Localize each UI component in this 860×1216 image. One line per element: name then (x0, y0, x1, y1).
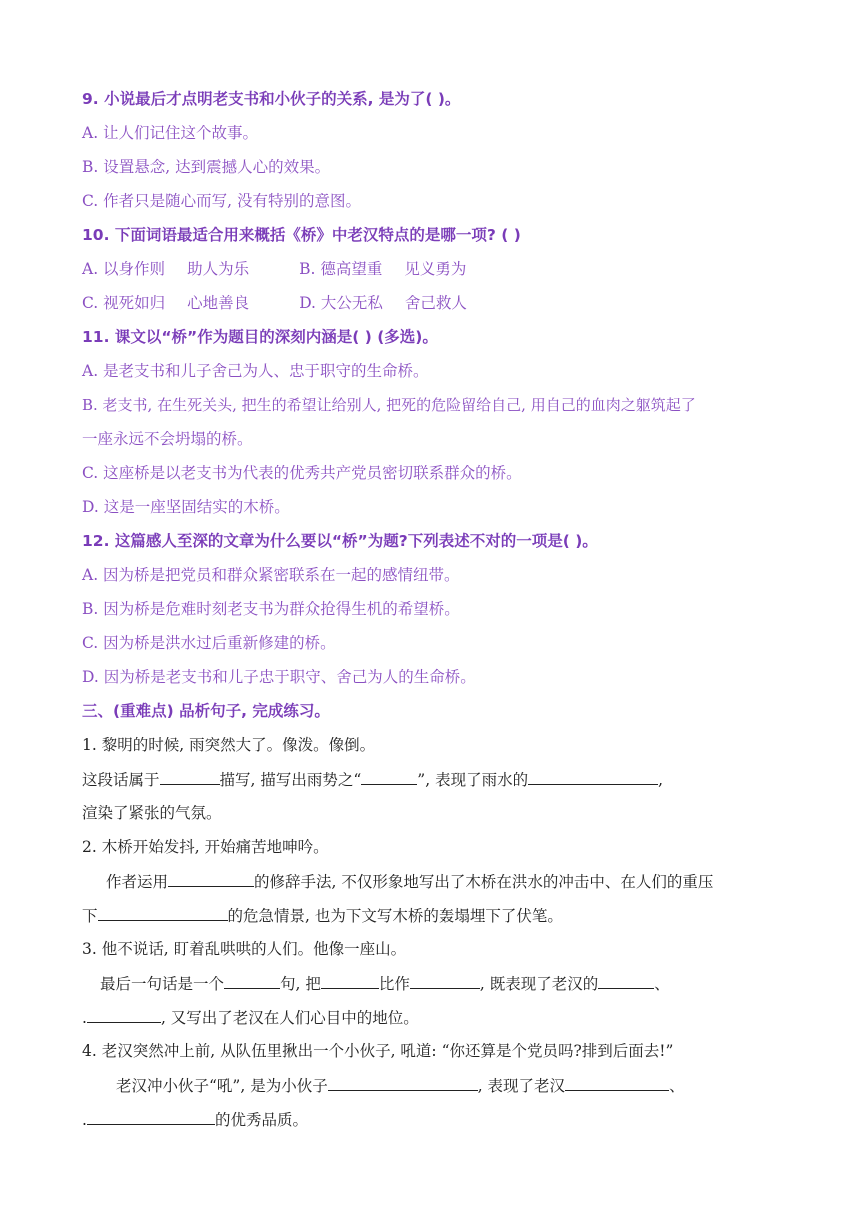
answer-blank[interactable] (168, 870, 254, 887)
sentence-2-quote: 2. 木桥开始发抖, 开始痛苦地呻吟。 (82, 838, 329, 856)
answer-blank[interactable] (410, 972, 480, 989)
sentence-1-exercise (82, 768, 663, 791)
section-3-heading: 三、(重难点) 品析句子, 完成练习。 (82, 702, 330, 720)
question-10-option-c2: 心地善良 (187, 294, 250, 312)
answer-blank[interactable] (565, 1074, 669, 1091)
text-segment: . (82, 1009, 87, 1027)
question-9-option-c: C. 作者只是随心而写, 没有特别的意图。 (82, 192, 362, 210)
text-segment: 这段话属于 (82, 771, 160, 789)
question-12-option-d: D. 因为桥是老支书和儿子忠于职守、舍己为人的生命桥。 (82, 668, 476, 686)
sentence-4-exercise-cont (82, 1108, 308, 1131)
text-segment: 描写, 描写出雨势之“ (219, 771, 362, 789)
question-11-option-c: C. 这座桥是以老支书为代表的优秀共产党员密切联系群众的桥。 (82, 464, 522, 482)
text-segment: 、 (669, 1077, 685, 1095)
answer-blank[interactable] (528, 768, 658, 785)
question-9-option-a: A. 让人们记住这个故事。 (82, 124, 259, 142)
question-11-option-d: D. 这是一座坚固结实的木桥。 (82, 498, 290, 516)
answer-blank[interactable] (160, 768, 220, 785)
text-segment: 的修辞手法, 不仅形象地写出了木桥在洪水的冲击中、在人们的重压 (254, 873, 714, 891)
question-11-stem: 11. 课文以“桥”作为题目的深刻内涵是( ) (多选)。 (82, 328, 438, 346)
sentence-4-exercise (116, 1074, 685, 1097)
text-segment: 的优秀品质。 (214, 1111, 308, 1129)
sentence-2-exercise-cont (82, 904, 563, 927)
question-10-option-a1: A. 以身作则 (82, 260, 166, 278)
sentence-3-exercise (100, 972, 670, 995)
answer-blank[interactable] (361, 768, 417, 785)
text-segment: , 又写出了老汉在人们心目中的地位。 (160, 1009, 419, 1027)
text-segment: 的危急情景, 也为下文写木桥的轰塌埋下了伏笔。 (227, 907, 563, 925)
question-11-option-b-line2: 一座永远不会坍塌的桥。 (82, 430, 253, 448)
text-segment: 作者运用 (106, 873, 169, 891)
question-12-stem: 12. 这篇感人至深的文章为什么要以“桥”为题?下列表述不对的一项是( )。 (82, 532, 598, 550)
question-12-option-a: A. 因为桥是把党员和群众紧密联系在一起的感情纽带。 (82, 566, 460, 584)
sentence-3-quote: 3. 他不说话, 盯着乱哄哄的人们。他像一座山。 (82, 940, 407, 958)
text-segment: 老汉冲小伙子“吼”, 是为小伙子 (116, 1077, 328, 1095)
text-segment: 最后一句话是一个 (100, 975, 225, 993)
sentence-1-exercise-cont: 渲染了紧张的气氛。 (82, 804, 222, 822)
question-11-option-a: A. 是老支书和儿子舍己为人、忠于职守的生命桥。 (82, 362, 429, 380)
text-segment: 句, 把 (280, 975, 321, 993)
question-10-option-c1: C. 视死如归 (82, 294, 166, 312)
question-12-option-b: B. 因为桥是危难时刻老支书为群众抢得生机的希望桥。 (82, 600, 460, 618)
sentence-4-quote: 4. 老汉突然冲上前, 从队伍里揪出一个小伙子, 吼道: “你还算是个党员吗?排到后面去!” (82, 1042, 674, 1060)
question-10-stem: 10. 下面词语最适合用来概括《桥》中老汉特点的是哪一项? ( ) (82, 226, 521, 244)
sentence-2-exercise (106, 870, 713, 893)
question-11-option-b-line1: B. 老支书, 在生死关头, 把生的希望让给别人, 把死的危险留给自己, 用自己的血肉之躯筑起了 (82, 396, 696, 414)
question-10-option-d2: 舍己救人 (404, 294, 467, 312)
text-segment: ”, 表现了雨水的 (417, 771, 529, 789)
sentence-3-exercise-cont (82, 1006, 419, 1029)
question-10-options-cd (82, 292, 467, 314)
question-10-options-ab (82, 258, 466, 280)
question-12-option-c: C. 因为桥是洪水过后重新修建的桥。 (82, 634, 336, 652)
question-10-option-b2: 见义勇为 (404, 260, 467, 278)
question-10-option-b1: B. 德高望重 (299, 260, 383, 278)
answer-blank[interactable] (98, 904, 228, 921)
question-10-option-d1: D. 大公无私 (299, 294, 383, 312)
text-segment: , 表现了老汉 (477, 1077, 566, 1095)
question-10-option-a2: 助人为乐 (187, 260, 250, 278)
text-segment: 、 (654, 975, 670, 993)
answer-blank[interactable] (598, 972, 654, 989)
answer-blank[interactable] (328, 1074, 478, 1091)
question-9-option-b: B. 设置悬念, 达到震撼人心的效果。 (82, 158, 331, 176)
question-9-stem: 9. 小说最后才点明老支书和小伙子的关系, 是为了( )。 (82, 90, 461, 108)
text-segment: , 既表现了老汉的 (479, 975, 599, 993)
answer-blank[interactable] (321, 972, 379, 989)
sentence-1-quote: 1. 黎明的时候, 雨突然大了。像泼。像倒。 (82, 736, 376, 754)
text-segment: . (82, 1111, 87, 1129)
answer-blank[interactable] (87, 1006, 161, 1023)
text-segment: 比作 (378, 975, 410, 993)
answer-blank[interactable] (224, 972, 280, 989)
text-segment: 下 (82, 907, 98, 925)
answer-blank[interactable] (87, 1108, 215, 1125)
text-segment: , (658, 771, 664, 789)
